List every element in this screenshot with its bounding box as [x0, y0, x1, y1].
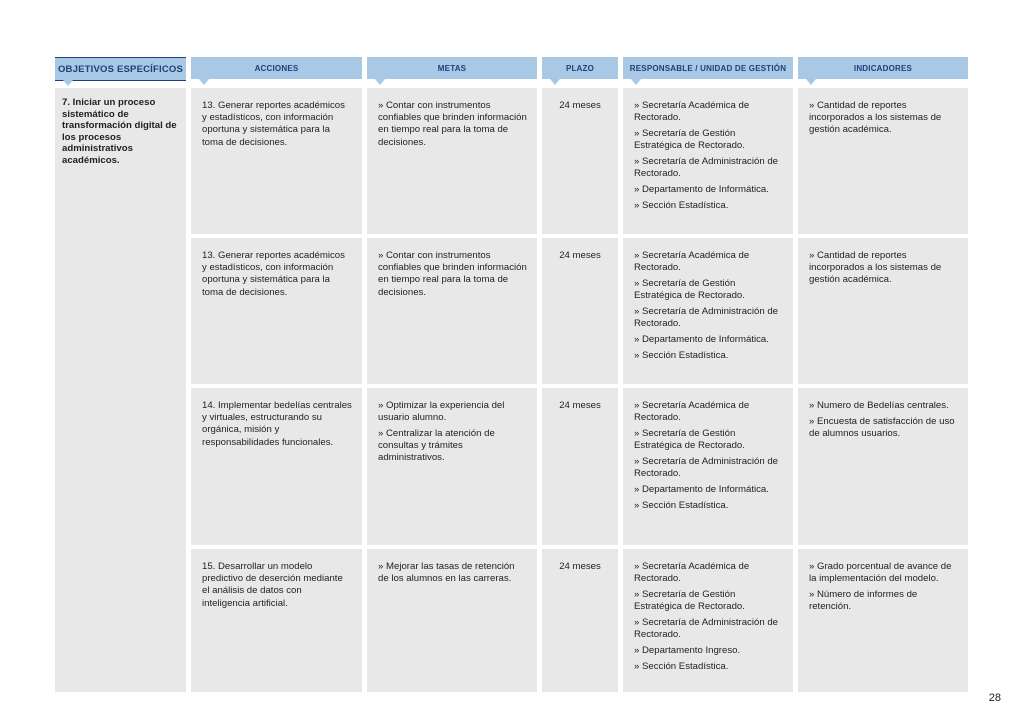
responsable-cell — [623, 88, 793, 234]
accion-cell: 15. Desarrollar un modelo predictivo de deserción mediante el análisis de datos con inteligencia artificial. — [191, 549, 362, 692]
list-item: » Secretaría de Administración de Rectorado. — [634, 617, 778, 641]
metas-cell — [367, 549, 537, 692]
metas-cell — [367, 238, 537, 384]
list-item: » Contar con instrumentos confiables que brinden información en tiempo real para la toma de decisiones. — [378, 100, 527, 148]
list-item: » Secretaría Académica de Rectorado. — [634, 400, 750, 424]
responsable-cell — [623, 238, 793, 384]
header-plazo: PLAZO — [542, 57, 618, 79]
list-item: » Secretaría Académica de Rectorado. — [634, 250, 750, 274]
list-item: » Sección Estadística. — [634, 499, 729, 511]
list-item: » Secretaría de Gestión Estratégica de Rectorado. — [634, 589, 745, 613]
responsable-cell — [623, 549, 793, 692]
indicadores-cell — [798, 238, 968, 384]
metas-cell — [367, 388, 537, 545]
list-item: » Numero de Bedelías centrales. — [809, 400, 949, 411]
list-item: » Encuesta de satisfacción de uso de alumnos usuarios. — [809, 415, 955, 439]
header-metas: METAS — [367, 57, 537, 79]
accion-cell: 14. Implementar bedelías centrales y virtuales, estructurando su orgánica, misión y responsabilidades funcionales. — [191, 388, 362, 545]
plazo-cell: 24 meses — [542, 238, 618, 384]
list-item: » Secretaría Académica de Rectorado. — [634, 100, 750, 124]
list-item: » Secretaría de Administración de Rectorado. — [634, 456, 778, 480]
header-acciones: ACCIONES — [191, 57, 362, 79]
plazo-cell: 24 meses — [542, 88, 618, 234]
plazo-cell: 24 meses — [542, 388, 618, 545]
header-responsable: RESPONSABLE / UNIDAD DE GESTIÓN — [623, 57, 793, 79]
list-item: » Número de informes de retención. — [809, 589, 918, 613]
plazo-cell: 24 meses — [542, 549, 618, 692]
list-item: » Cantidad de reportes incorporados a los sistemas de gestión académica. — [809, 250, 942, 286]
header-objetivos: OBJETIVOS ESPECÍFICOS — [55, 57, 186, 81]
indicadores-cell — [798, 88, 968, 234]
list-item: » Secretaría de Gestión Estratégica de Rectorado. — [634, 428, 745, 452]
list-item: » Optimizar la experiencia del usuario alumno. — [378, 400, 505, 424]
list-item: » Secretaría de Gestión Estratégica de Rectorado. — [634, 278, 745, 302]
list-item: » Contar con instrumentos confiables que brinden información en tiempo real para la toma de decisiones. — [378, 250, 527, 298]
indicadores-cell — [798, 549, 968, 692]
page-number: 28 — [988, 692, 1001, 704]
list-item: » Departamento Ingreso. — [634, 645, 741, 656]
list-item: » Secretaría de Gestión Estratégica de Rectorado. — [634, 128, 745, 152]
list-item: » Sección Estadística. — [634, 199, 729, 211]
list-item: » Secretaría de Administración de Rectorado. — [634, 156, 778, 180]
metas-cell — [367, 88, 537, 234]
list-item: » Secretaría de Administración de Rectorado. — [634, 306, 778, 330]
list-item: » Grado porcentual de avance de la implementación del modelo. — [809, 561, 952, 585]
responsable-cell — [623, 388, 793, 545]
accion-cell: 13. Generar reportes académicos y estadísticos, con información oportuna y sistemática para la toma de decisiones. — [191, 238, 362, 384]
list-item: » Sección Estadística. — [634, 349, 729, 361]
list-item: » Cantidad de reportes incorporados a los sistemas de gestión académica. — [809, 100, 942, 136]
list-item: » Centralizar la atención de consultas y trámites administrativos. — [378, 428, 495, 464]
list-item: » Departamento de Informática. — [634, 334, 769, 345]
list-item: » Departamento de Informática. — [634, 184, 769, 195]
list-item: » Mejorar las tasas de retención de los alumnos en las carreras. — [378, 561, 515, 585]
header-indicadores: INDICADORES — [798, 57, 968, 79]
indicadores-cell — [798, 388, 968, 545]
list-item: » Departamento de Informática. — [634, 484, 769, 495]
list-item: » Secretaría Académica de Rectorado. — [634, 561, 750, 585]
objective-cell: 7. Iniciar un proceso sistemático de transformación digital de los procesos administrativos académicos. — [55, 88, 186, 692]
accion-cell: 13. Generar reportes académicos y estadísticos, con información oportuna y sistemática para la toma de decisiones. — [191, 88, 362, 234]
list-item: » Sección Estadística. — [634, 660, 729, 672]
